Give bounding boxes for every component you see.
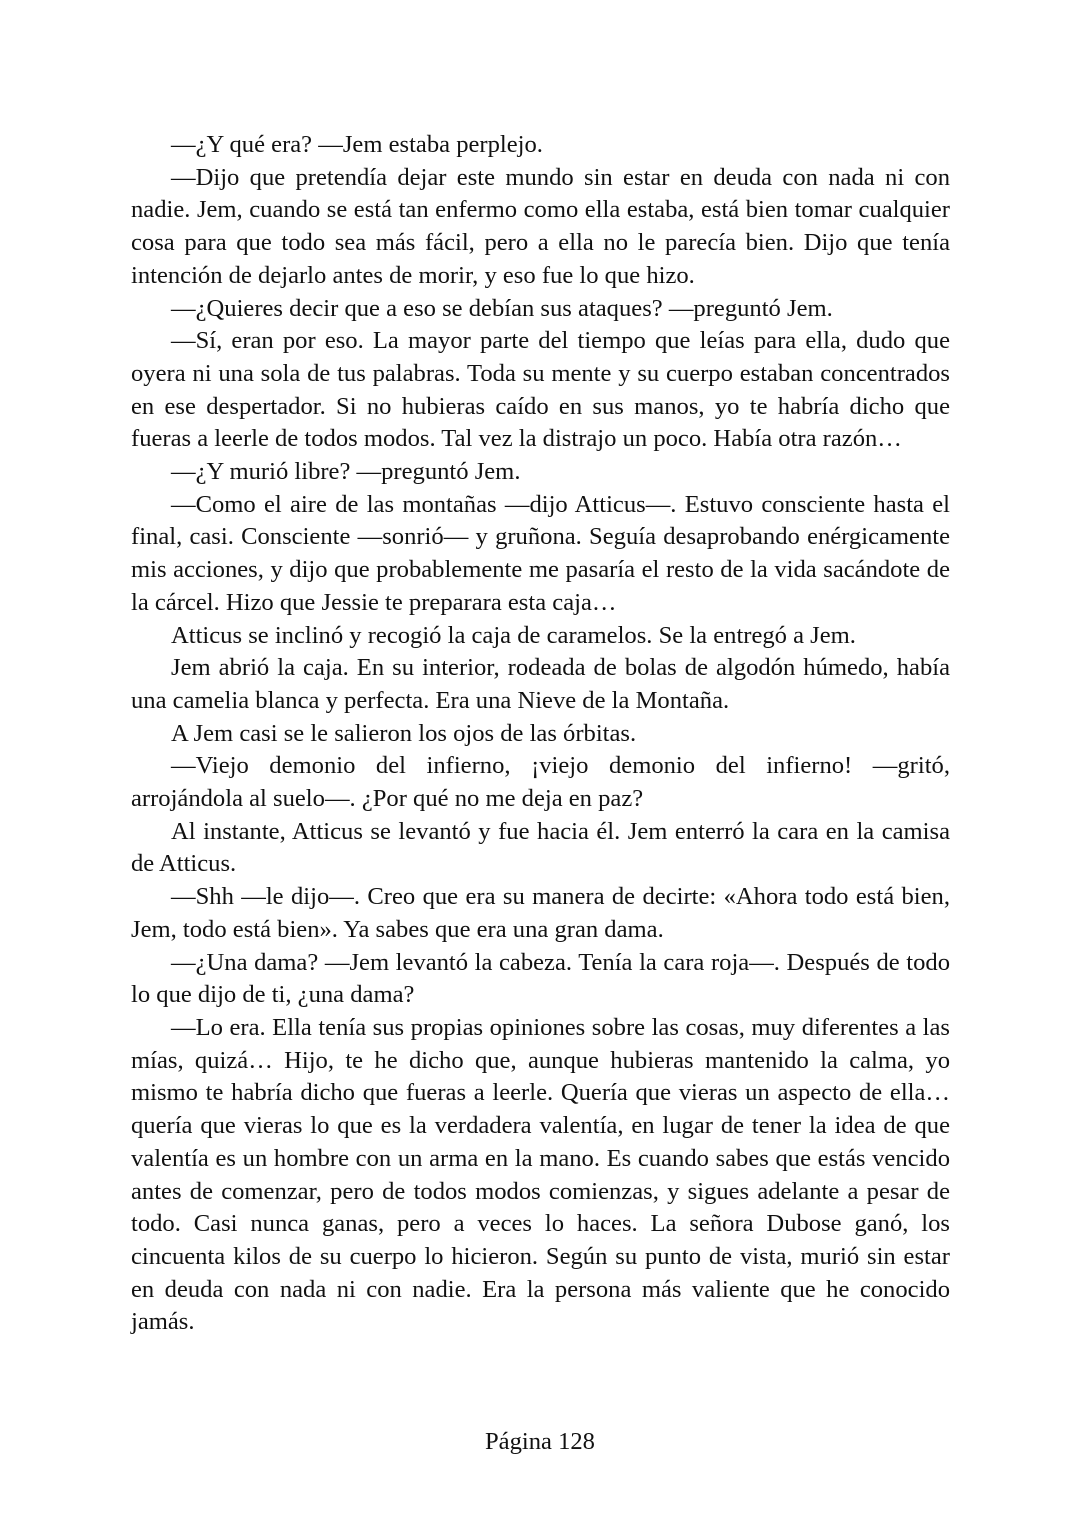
paragraph: Al instante, Atticus se levantó y fue hacia él. Jem enterró la cara en la camisa de Atticus.: [131, 817, 950, 878]
paragraph: —¿Y qué era? —Jem estaba perplejo.: [171, 131, 543, 158]
paragraph: A Jem casi se le salieron los ojos de las órbitas.: [171, 719, 637, 747]
paragraph: Atticus se inclinó y recogió la caja de caramelos. Se la entregó a Jem.: [171, 621, 856, 649]
paragraph: —¿Una dama? —Jem levantó la cabeza. Tenía la cara roja—. Después de todo lo que dijo de ti, ¿una dama?: [131, 948, 950, 1009]
paragraph: —Como el aire de las montañas —dijo Atticus—. Estuvo consciente hasta el final, casi. Consciente —sonrió— y gruñona. Seguía desaprobando enérgicamente mis acciones, y dijo que probablemente me pasaría el resto de la vida sacándote de la cárcel. Hizo que Jessie te preparara esta caja…: [131, 490, 950, 616]
paragraph: —Shh —le dijo—. Creo que era su manera de decirte: «Ahora todo está bien, Jem, todo está bien». Ya sabes que era una gran dama.: [131, 883, 950, 943]
paragraph: —Lo era. Ella tenía sus propias opiniones sobre las cosas, muy diferentes a las mías, quizá… Hijo, te he dicho que, aunque hubieras mantenido la calma, yo mismo te habría dicho que fueras a leerle. Quería que vieras un aspecto de ella… quería que vieras lo que es la verdadera valentía, en lugar de tener la idea de que valentía es un hombre con un arma en la mano. Es cuando sabes que estás vencido antes de comenzar, pero de todos modos comienzas, y sigues adelante a pesar de todo. Casi nunca ganas, pero a veces lo haces. La señora Dubose ganó, los cincuenta kilos de su cuerpo lo hicieron. Según su punto de vista, murió sin estar en deuda con nada ni con nadie. Era la persona más valiente que he conocido jamás.: [131, 1013, 950, 1336]
paragraph: Jem abrió la caja. En su interior, rodeada de bolas de algodón húmedo, había una camelia blanca y perfecta. Era una Nieve de la Montaña.: [131, 654, 950, 714]
paragraph: —Viejo demonio del infierno, ¡viejo demonio del infierno! —gritó, arrojándola al suelo—. ¿Por qué no me deja en paz?: [131, 752, 950, 813]
paragraph: —¿Y murió libre? —preguntó Jem.: [171, 458, 521, 486]
paragraph: —Sí, eran por eso. La mayor parte del tiempo que leías para ella, dudo que oyera ni una sola de tus palabras. Toda su mente y su cuerpo estaban concentrados en ese despertador. Si no hubieras caído en sus manos, yo te habría dicho que fueras a leerle de todos modos. Tal vez la distrajo un poco. Había otra razón…: [131, 327, 950, 453]
body-text: [131, 129, 950, 1339]
page-number: Página 128: [485, 1428, 595, 1455]
paragraph: —Dijo que pretendía dejar este mundo sin estar en deuda con nada ni con nadie. Jem, cuando se está tan enfermo como ella estaba, está bien tomar cualquier cosa para que todo sea más fácil, pero a ella no le parecía bien. Dijo que tenía intención de dejarlo antes de morir, y eso fue lo que hizo.: [131, 163, 950, 289]
paragraph: —¿Quieres decir que a eso se debían sus ataques? —preguntó Jem.: [171, 294, 833, 322]
